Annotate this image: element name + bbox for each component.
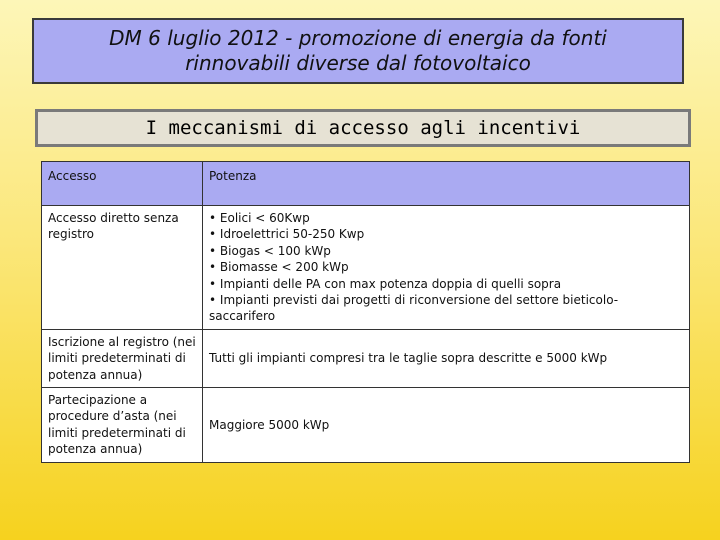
header-potenza: Potenza (203, 162, 690, 206)
table-row (42, 206, 690, 330)
subtitle-frame (35, 109, 691, 147)
table-header-row (42, 162, 690, 206)
table-row (42, 388, 690, 463)
incentives-table (41, 161, 690, 463)
title-box (32, 18, 684, 84)
slide-subtitle: I meccanismi di accesso agli incentivi (145, 117, 581, 139)
cell-potenza: Tutti gli impianti compresi tra le taglie sopra descritte e 5000 kWp (203, 329, 690, 387)
cell-accesso: Partecipazione a procedure d’asta (nei limiti predeterminati di potenza annua) (42, 388, 203, 463)
list-item: • Idroelettrici 50-250 Kwp (209, 226, 683, 242)
cell-accesso: Iscrizione al registro (nei limiti predeterminati di potenza annua) (42, 329, 203, 387)
header-accesso: Accesso (42, 162, 203, 206)
cell-potenza: Maggiore 5000 kWp (203, 388, 690, 463)
cell-accesso: Accesso diretto senza registro (42, 206, 203, 330)
potenza-list (209, 210, 683, 325)
list-item: • Impianti delle PA con max potenza doppia di quelli sopra (209, 276, 683, 292)
table-row (42, 329, 690, 387)
subtitle-box (38, 112, 688, 144)
list-item: • Eolici < 60Kwp (209, 210, 683, 226)
list-item: • Biomasse < 200 kWp (209, 259, 683, 275)
list-item: • Impianti previsti dai progetti di riconversione del settore bieticolo-saccarifero (209, 292, 683, 325)
slide-title: DM 6 luglio 2012 - promozione di energia da fonti rinnovabili diverse dal fotovoltaico (109, 26, 607, 75)
list-item: • Biogas < 100 kWp (209, 243, 683, 259)
cell-potenza (203, 206, 690, 330)
